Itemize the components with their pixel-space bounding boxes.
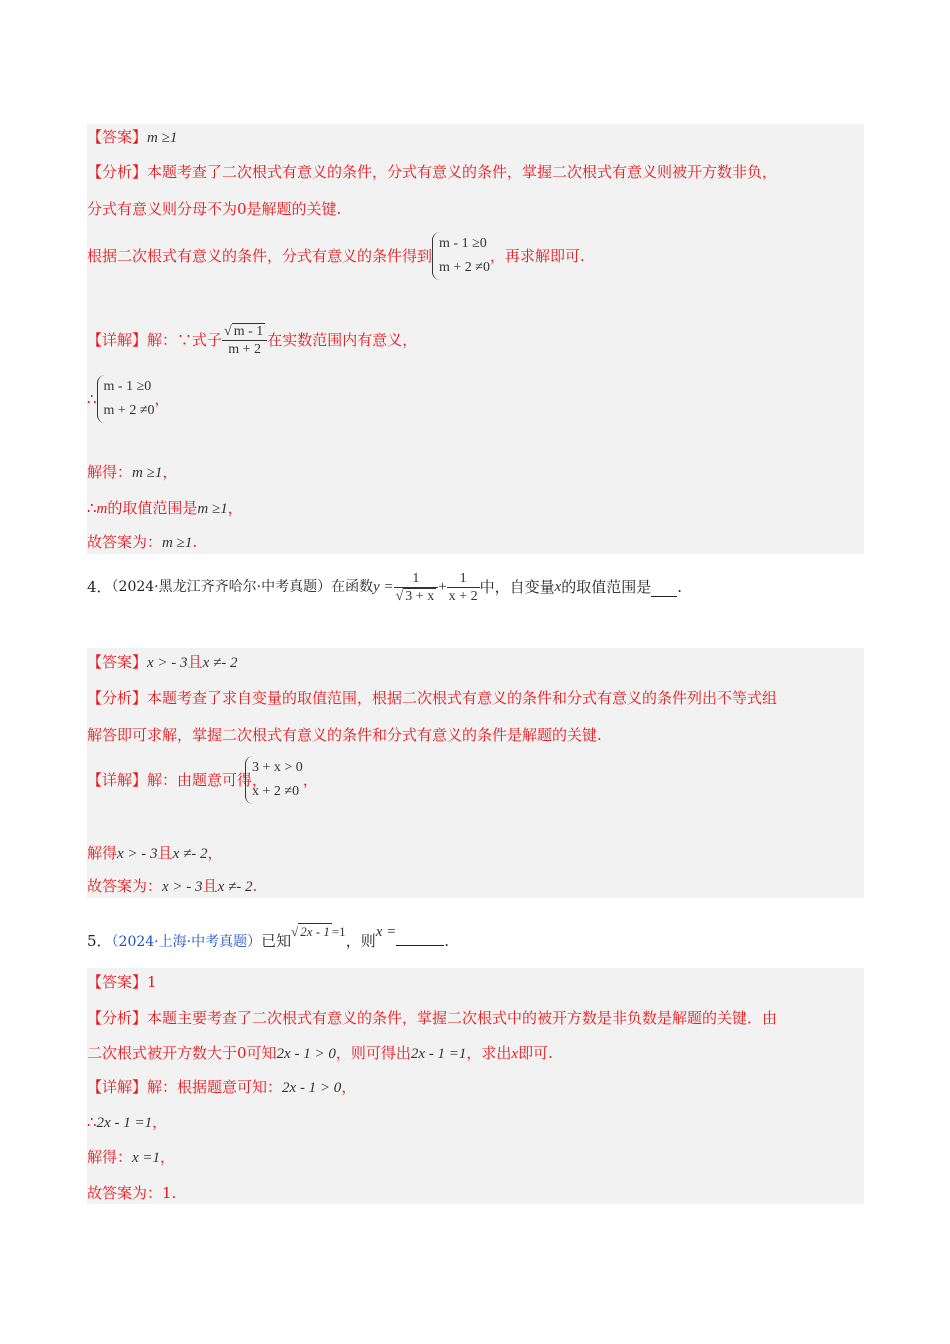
inequality-system xyxy=(245,756,303,804)
math-expression: 2x - 1 > 0 xyxy=(282,1080,342,1096)
q3-analysis-line-3 xyxy=(87,232,585,280)
q5-solve-line xyxy=(87,1147,175,1168)
analysis-text: 解答即可求解，掌握二次根式有意义的条件和分式有意义的条件是解题的关键. xyxy=(87,726,602,744)
q3-range-line xyxy=(87,498,243,519)
fraction-2 xyxy=(447,570,480,605)
q4-detail-line xyxy=(87,756,318,804)
detail-tag: 【详解】 xyxy=(87,331,148,349)
solve-value: m ≥1 xyxy=(132,465,163,481)
variable-x: x xyxy=(554,579,562,595)
analysis-tag: 【分析】 xyxy=(87,689,148,707)
math-expression: 2x - 1 =1 xyxy=(410,1046,467,1062)
system-row-1: m - 1 ≥0 xyxy=(439,236,487,251)
solve-label: 解得： xyxy=(87,1148,133,1166)
detail-text: 在实数范围内有意义， xyxy=(267,331,418,349)
analysis-text: ，再求解即可. xyxy=(489,247,585,265)
punctuation: . xyxy=(677,578,683,596)
therefore-symbol: ∴ xyxy=(87,499,97,517)
system-row-1: 3 + x > 0 xyxy=(252,760,303,775)
q5-analysis-line-2 xyxy=(87,1043,553,1064)
radicand: 2x - 1 xyxy=(300,924,330,939)
answer-tag: 【答案】 xyxy=(87,973,148,991)
final-label: 故答案为： xyxy=(87,877,163,895)
inequality-system xyxy=(432,232,490,280)
therefore-symbol: ∴ xyxy=(87,390,97,408)
answer-value: m ≥1 xyxy=(147,130,178,146)
analysis-text: 本题考查了二次根式有意义的条件，分式有意义的条件，掌握二次根式有意义则被开方数非负， xyxy=(147,163,778,181)
q5-analysis-line-1 xyxy=(87,1008,777,1028)
final-text: 故答案为：1. xyxy=(87,1184,177,1202)
analysis-text: 根据二次根式有意义的条件，分式有意义的条件得到 xyxy=(87,247,433,265)
q5-final-line xyxy=(87,1183,176,1203)
question-source: （2024·上海·中考真题） xyxy=(111,934,262,950)
question-text: 的取值范围是 xyxy=(561,578,652,596)
q3-analysis-line-2 xyxy=(87,199,341,219)
q5-detail-line xyxy=(87,1077,356,1098)
q4-solve-line xyxy=(87,843,222,864)
punctuation: ， xyxy=(207,844,223,862)
analysis-text: 本题考查了求自变量的取值范围，根据二次根式有意义的条件和分式有意义的条件列出不等式组 xyxy=(147,689,778,707)
math-expression: 2x - 1 =1 xyxy=(96,1115,153,1131)
final-label: 故答案为： xyxy=(87,533,163,551)
therefore-symbol: ∴ xyxy=(87,1113,97,1131)
fraction-1: $\frac{1}{√ 3 + x}$ xyxy=(394,570,439,605)
analysis-text: 分式有意义则分母不为0是解题的关键. xyxy=(87,200,342,218)
y-equals: y = xyxy=(373,579,394,595)
detail-tag: 【详解】 xyxy=(87,771,148,789)
punctuation: ， xyxy=(302,771,318,789)
detail-text: 解：由题意可得， xyxy=(147,771,268,789)
system-row-2: x + 2 ≠0 xyxy=(252,784,300,799)
question-text: 中，自变量 xyxy=(479,578,555,596)
and-word: 且 xyxy=(187,653,203,671)
fraction-denominator: x + 2 xyxy=(448,588,478,604)
solve-label: 解得 xyxy=(87,844,118,862)
q3-detail-system xyxy=(87,375,170,423)
inequality-system xyxy=(97,375,155,423)
fraction-denominator: m + 2 xyxy=(228,341,262,357)
detail-text: 解：∵式子 xyxy=(147,331,223,349)
answer-value: 1 xyxy=(147,973,157,991)
q5-answer-line xyxy=(87,972,157,992)
fraction-numerator: m - 1 xyxy=(233,323,264,339)
punctuation: . xyxy=(252,877,258,895)
question-number: 4． xyxy=(87,578,112,596)
solve-value: x =1 xyxy=(132,1150,161,1166)
analysis-text: 本题主要考查了二次根式有意义的条件，掌握二次根式中的被开方数是非负数是解题的关键．由 xyxy=(147,1009,778,1027)
analysis-text: ，则可得出 xyxy=(335,1044,411,1062)
q5-question-line xyxy=(87,912,449,962)
and-word: 且 xyxy=(157,844,173,862)
punctuation: ， xyxy=(341,1078,357,1096)
question-text: ，则 xyxy=(345,932,376,950)
final-value-b: x ≠- 2 xyxy=(217,879,253,895)
answer-blank xyxy=(396,927,444,946)
sqrt-expression: √ 2x - 1 =1 xyxy=(291,924,346,939)
detail-text: 解：根据题意可知： xyxy=(147,1078,283,1096)
final-value-a: x > - 3 xyxy=(162,879,203,895)
analysis-tag: 【分析】 xyxy=(87,163,148,181)
q4-final-line xyxy=(87,876,257,897)
equals-one: =1 xyxy=(331,924,346,939)
fraction-denominator: 3 + x xyxy=(405,588,435,604)
fraction: $\frac{√ m - 1}{m + 2}$ xyxy=(222,323,267,358)
punctuation: ， xyxy=(160,1148,176,1166)
q4-question-line xyxy=(87,563,682,610)
variable-x: x xyxy=(511,1046,519,1062)
system-row-1: m - 1 ≥0 xyxy=(103,379,152,394)
q4-answer-line xyxy=(87,652,237,673)
q4-analysis-line-1 xyxy=(87,688,777,708)
answer-value-b: x ≠- 2 xyxy=(202,655,238,671)
answer-tag: 【答案】 xyxy=(87,128,148,146)
punctuation: . xyxy=(192,533,198,551)
q4-analysis-line-2 xyxy=(87,725,602,745)
punctuation: . xyxy=(444,932,450,950)
question-number: 5． xyxy=(87,932,112,950)
solve-value-a: x > - 3 xyxy=(117,846,158,862)
analysis-text: ，求出 xyxy=(466,1044,512,1062)
q5-equation-line xyxy=(87,1112,167,1133)
punctuation: ， xyxy=(152,1113,168,1131)
solve-label: 解得： xyxy=(87,463,133,481)
answer-value-a: x > - 3 xyxy=(147,655,188,671)
final-value: m ≥1 xyxy=(162,535,193,551)
analysis-text: 即可. xyxy=(518,1044,553,1062)
range-value: m ≥1 xyxy=(197,501,228,517)
and-word: 且 xyxy=(202,877,218,895)
detail-tag: 【详解】 xyxy=(87,1078,148,1096)
punctuation: ， xyxy=(162,463,178,481)
answer-tag: 【答案】 xyxy=(87,653,148,671)
solve-value-b: x ≠- 2 xyxy=(172,846,208,862)
fraction-numerator: 1 xyxy=(447,570,480,588)
question-text: 已知 xyxy=(261,932,292,950)
punctuation: ， xyxy=(154,390,170,408)
question-source: （2024·黑龙江齐齐哈尔·中考真题）在函数 xyxy=(111,579,374,595)
fraction-numerator: 1 xyxy=(394,570,439,588)
range-text: 的取值范围是 xyxy=(107,499,198,517)
system-row-2: m + 2 ≠0 xyxy=(439,260,490,275)
x-equals: x = xyxy=(375,924,397,940)
variable-m: m xyxy=(96,501,108,517)
q3-answer-line xyxy=(87,127,177,148)
system-row-2: m + 2 ≠0 xyxy=(103,403,155,418)
analysis-text: 二次根式被开方数大于0可知 xyxy=(87,1044,277,1062)
punctuation: ， xyxy=(227,499,243,517)
analysis-tag: 【分析】 xyxy=(87,1009,148,1027)
plus-sign: + xyxy=(438,579,447,595)
answer-blank xyxy=(651,578,677,597)
math-expression: 2x - 1 > 0 xyxy=(276,1046,336,1062)
q3-analysis-line-1 xyxy=(87,162,777,182)
q3-solve-line xyxy=(87,462,177,483)
q3-final-line xyxy=(87,532,197,553)
q3-detail-line-1 xyxy=(87,318,417,361)
